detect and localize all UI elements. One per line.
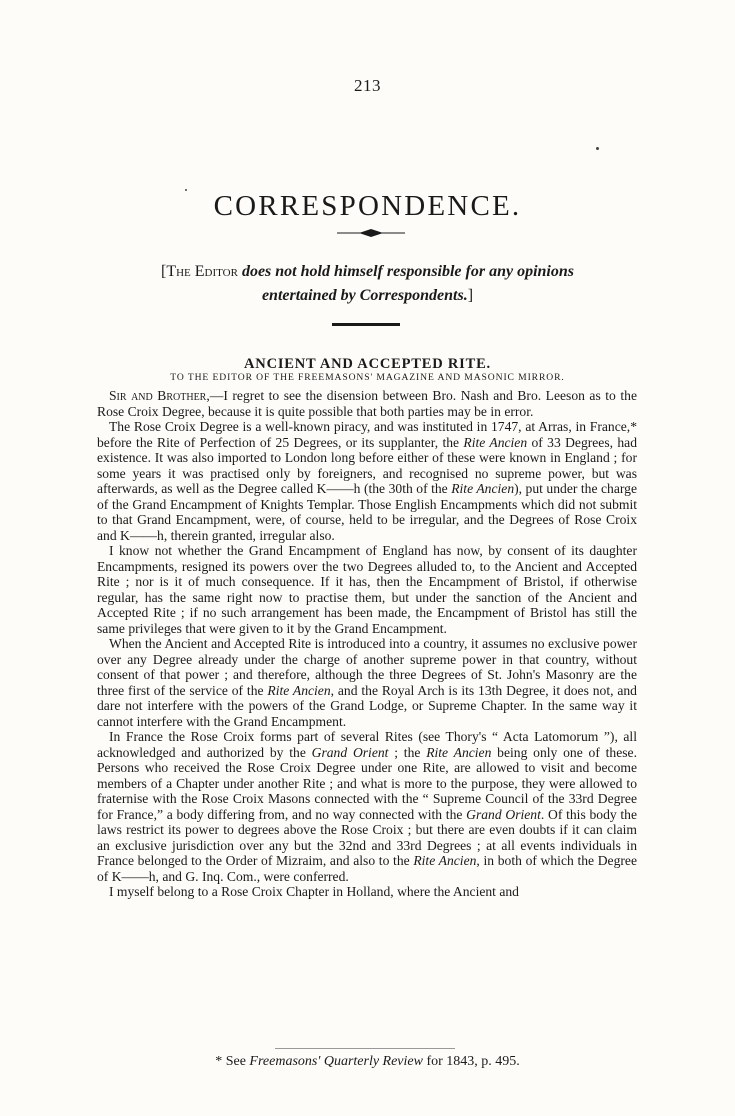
- page-title: CORRESPONDENCE.: [213, 190, 522, 223]
- italic-term: Rite Ancien: [426, 744, 492, 760]
- paragraph-text: , in both of which the Degree of K——h, and G. Inq. Com., were conferred.: [97, 853, 637, 884]
- disclaimer-editor: Editor: [194, 263, 238, 280]
- paragraph-2: [97, 419, 637, 543]
- disclaimer-line-1: [0, 260, 735, 284]
- page-number: 213: [354, 76, 381, 95]
- disclaimer-line-2: [0, 284, 735, 308]
- paragraph-text: When the Ancient and Accepted Rite is introduced into a country, it assumes no exclusive power over any Degree already under the charge of another supreme power in that country, without consent of that power ; and therefore, although the three Degrees of St. John's Masonry are the three first of the service of the: [97, 636, 637, 698]
- footnote-text: for 1843, p. 495.: [422, 1054, 520, 1069]
- ornament-divider: [337, 226, 405, 240]
- paragraph-text: , and the Royal Arch is its 13th Degree, it does not, and dare not interfere with the powers of the Grand Lodge, or Supreme Chapter. In the same way it cannot interfere with the Grand Encampment.: [97, 682, 637, 729]
- italic-term: Grand Orient: [466, 806, 541, 822]
- paragraph-text: —I regret to see the disension between Bro. Nash and Bro. Leeson as to the Rose Croix Degree, because it is quite possible that both parties may be in error.: [97, 388, 637, 419]
- salutation: Sir and Brother,: [109, 388, 210, 403]
- section-rule: [332, 323, 400, 326]
- footnote-italic: Freemasons' Quarterly Review: [249, 1054, 423, 1069]
- italic-term: Rite Ancien: [267, 682, 331, 698]
- italic-term: Rite Ancien: [463, 434, 528, 450]
- print-speck: [596, 147, 599, 150]
- paragraph-5: [97, 729, 637, 884]
- section-heading: ANCIENT AND ACCEPTED RITE.: [244, 356, 491, 373]
- disclaimer-the: The: [166, 263, 191, 280]
- footnote-text: * See: [215, 1054, 250, 1069]
- paragraph-4: [97, 636, 637, 729]
- paragraph-text: of 33 Degrees, had existence. It was also imported to London long before either of these were known in England ; for some years it was practised only by foreigners, and recognised no supreme power, but was afterwards, as well as the Degree called K——h (the 30th of the: [97, 434, 637, 496]
- paragraph-text: The Rose Croix Degree is a well-known piracy, and was instituted in 1747, at Arras, in France,* before the Rite of Perfection of 25 Degrees, or its supplanter, the: [97, 419, 637, 450]
- bracket-open: [: [161, 263, 167, 280]
- letter-address: TO THE EDITOR OF THE FREEMASONS' MAGAZINE AND MASONIC MIRROR.: [170, 372, 565, 383]
- paragraph-text: ), put under the charge of the Grand Encampment of Knights Templar. Those English Encampments which did not submit to that Grand Encampment, were, of course, held to be irregular, and the Degrees of Rose Croix and K——h, therein granted, irregular also.: [97, 481, 637, 543]
- editor-disclaimer: [0, 260, 735, 308]
- paragraph-text: being only one of these. Persons who received the Rose Croix Degree under one Rite, are allowed to visit and become members of a Chapter under another Rite ; and what is more to the purpose, they were allowed to fraternise with the Rose Croix Masons connected with the “ Supreme Council of the 33rd Degree for France,” a body differing from, and no way connected with the: [97, 744, 637, 822]
- letter-body: [97, 388, 637, 900]
- paragraph-text: . Of this body the laws restrict its power to degrees above the Rose Croix ; but there are even doubts if it can claim an exclusive jurisdiction over any but the 32nd and 33rd Degrees ; at all events individuals in France belonged to the Order of Mizraim, and also to the: [97, 806, 637, 868]
- disclaimer-text: does not hold himself responsible for any opinions: [241, 263, 574, 280]
- paragraph-text: ; the: [388, 744, 427, 760]
- italic-term: Rite Ancien: [413, 853, 477, 868]
- paragraph-3: I know not whether the Grand Encampment of England has now, by consent of its daughter Encampments, resigned its powers over the two Degrees alluded to, to the Ancient and Accepted Rite ; nor is it of much consequence. If it has, then the Encampment of Bristol, if otherwise regular, has the same right now to practise them, but under the sanction of the Ancient and Accepted Rite ; if no such arrangement has been made, the Encampment of Bristol has still the same privileges that were given to it by the Grand Encampment.: [97, 543, 637, 636]
- footnote: [0, 1054, 735, 1070]
- italic-term: Grand Orient: [311, 744, 389, 760]
- italic-term: Rite Ancien: [451, 481, 515, 496]
- paragraph-text: In France the Rose Croix forms part of several Rites (see Thory's “ Acta Latomorum ”), all acknowledged and authorized by the: [97, 729, 637, 760]
- paragraph-6: I myself belong to a Rose Croix Chapter in Holland, where the Ancient and: [109, 884, 519, 899]
- paragraph-1: [97, 388, 637, 419]
- disclaimer-text-2: entertained by Correspondents.: [261, 287, 468, 304]
- bracket-close: ]: [467, 287, 474, 304]
- footnote-rule: [275, 1048, 455, 1049]
